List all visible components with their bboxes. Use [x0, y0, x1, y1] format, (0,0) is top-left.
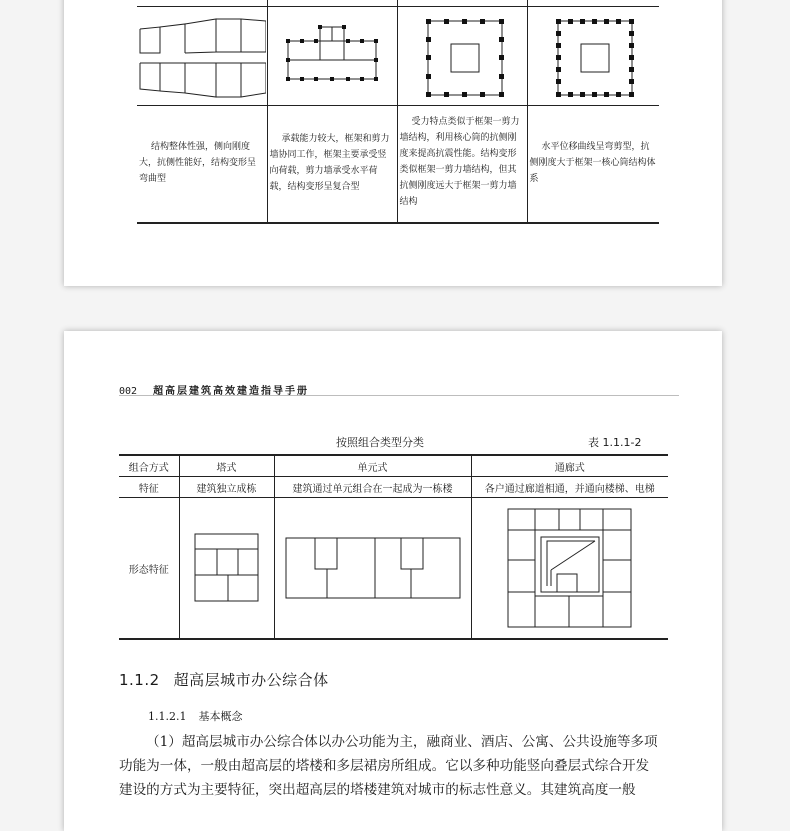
- table-cell: [179, 498, 274, 640]
- table-header-cell: 通廊式: [471, 455, 668, 477]
- structure-system-table: [137, 0, 659, 224]
- table-cell: [274, 498, 471, 640]
- subsection-heading: [148, 708, 242, 724]
- combination-type-table: [119, 454, 668, 640]
- frame-shear-wall-plan-figure: [268, 7, 396, 105]
- table-header-cell: 塔式: [179, 455, 274, 477]
- section-heading: [119, 669, 329, 690]
- table-header-cell: 组合方式: [119, 455, 179, 477]
- tube-in-tube-plan-figure: [528, 7, 658, 105]
- bottom-page: [64, 331, 722, 831]
- table-cell: [267, 106, 397, 224]
- frame-core-tube-plan-figure: [398, 7, 526, 105]
- table-cell: [137, 7, 267, 106]
- running-head: [119, 379, 679, 396]
- structure-description: 水平位移曲线呈弯剪型，抗侧刚度大于框架一核心筒结构体系: [529, 142, 656, 184]
- table-row: [119, 498, 668, 640]
- paragraph-line: 功能为一体，一般由超高层的塔楼和多层裙房所组成。它以多种功能竖向叠层式综合开发: [119, 758, 650, 774]
- table-cell: [267, 7, 397, 106]
- table-header-cell: 单元式: [274, 455, 471, 477]
- table-cell: [397, 7, 527, 106]
- table-cell: [397, 106, 527, 224]
- table-caption-title: 按照组合类型分类: [336, 436, 424, 449]
- structure-description: 受力特点类似于框架一剪力墙结构，利用核心筒的抗侧刚度来提高抗震性能。结构变形类似框架一剪力墙结构，但其抗侧刚度远大于框架一剪力墙结构: [399, 117, 520, 207]
- paragraph-line: 建设的方式为主要特征，突出超高层的塔楼建筑对城市的标志性意义。其建筑高度一般: [119, 782, 636, 798]
- corridor-plan-figure: [507, 508, 633, 628]
- table-cell: [471, 498, 668, 640]
- subsection-number: 1.1.2.1: [148, 710, 187, 723]
- table-cell: 建筑通过单元组合在一起成为一栋楼: [274, 477, 471, 498]
- row-label: 形态特征: [128, 564, 169, 576]
- table-row: [119, 477, 668, 498]
- shear-wall-plan-figure: [138, 7, 266, 105]
- tower-plan-figure: [194, 533, 260, 603]
- table-cell: [137, 106, 267, 224]
- page-number: 002: [119, 386, 138, 397]
- paragraph-line: （1）超高层城市办公综合体以办公功能为主，融商业、酒店、公寓、公共设施等多项: [146, 734, 658, 750]
- unit-plan-figure: [285, 537, 461, 599]
- section-number: 1.1.2: [119, 671, 160, 689]
- section-title: 超高层城市办公综合体: [173, 671, 329, 689]
- row-label: 特征: [119, 477, 179, 498]
- table-cell: [527, 7, 659, 106]
- table-row: [137, 106, 659, 224]
- body-paragraph: [119, 730, 671, 802]
- table-header-row: [119, 455, 668, 477]
- table-cell: 建筑独立成栋: [179, 477, 274, 498]
- subsection-title: 基本概念: [198, 710, 243, 723]
- book-title: 超高层建筑高效建造指导手册: [153, 386, 310, 397]
- table-cell: 各户通过廊道相通，并通向楼梯、电梯: [471, 477, 668, 498]
- structure-description: 承载能力较大，框架和剪力墙协同工作，框架主要承受竖向荷载，剪力墙承受水平荷载，结构变形呈复合型: [269, 134, 390, 192]
- table-row: [137, 7, 659, 106]
- table-caption-number: 表 1.1.1-2: [588, 436, 642, 449]
- table-cell: [527, 106, 659, 224]
- structure-description: 结构整体性强，侧向刚度大，抗侧性能好，结构变形呈弯曲型: [139, 142, 257, 184]
- top-page: [64, 0, 722, 286]
